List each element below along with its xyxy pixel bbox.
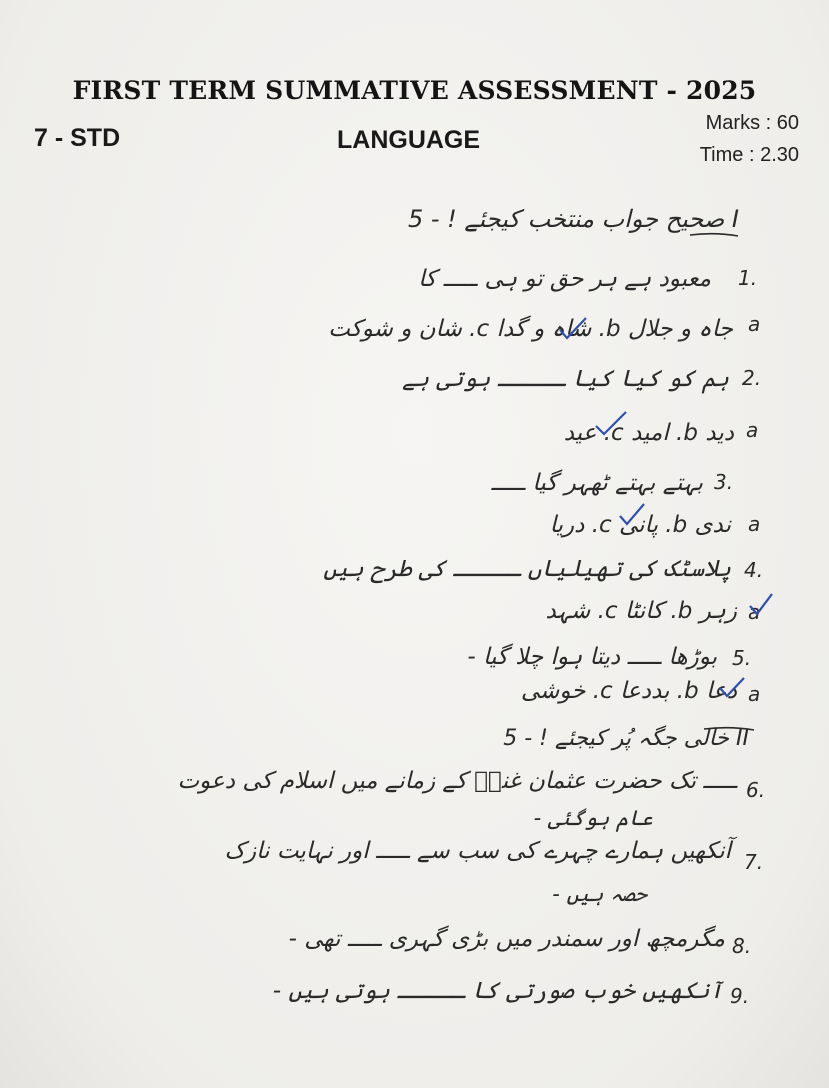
q1-option-a-label: a [748,312,761,336]
q8-line1: مگرمچھ اور سمندر میں بڑی گہری ـــــ تھی - [288,926,725,952]
q1-options: جاہ و جلال b. شاہ و گدا c. شان و شوکت [328,316,733,342]
exam-title: FIRST TERM SUMMATIVE ASSESSMENT - 2025 [72,76,757,105]
q3-option-a-label: a [748,512,761,536]
q7-line1: آنکھیں ہمارے چہرے کی سب سے ـــــ اور نہایت نازک [224,838,731,864]
marks-label: Marks : 60 [705,112,799,134]
q4-number: 4. [744,558,764,582]
q8-number: 8. [732,934,752,958]
section1-heading: I صحیح جواب منتخب کیجئے ! - 5 [407,205,739,233]
q3-number: 3. [714,470,734,494]
q9-line1: آنکھیں خوب صورتی کا ـــــ ہوتی ہیں - [272,978,723,1004]
q7-number: 7. [744,850,764,874]
check-mark-icon [594,410,628,436]
check-mark-icon [558,316,588,340]
q1-number: 1. [738,266,758,290]
time-label: Time : 2.30 [699,144,799,166]
q3-options: ندی b. پانی c. دریا [549,512,731,538]
check-mark-icon [618,502,646,526]
heading-underline [690,232,740,238]
q4-question: پلاسٹک کی تھیلیاں ـــــ کی طرح ہیں [323,556,731,582]
q9-number: 9. [730,984,750,1008]
check-mark-icon [718,676,746,698]
q4-option-a-label: a [748,600,761,624]
q5-number: 5. [732,646,752,670]
q6-number: 6. [746,778,766,802]
class-label: 7 - STD [34,124,121,152]
q6-line1: ـــــ تک حضرت عثمان غنیؓ کے زمانے میں اسلام کی دعوت [177,768,737,794]
q2-question: ہم کو کیا کیا ـــــ ہوتی ہے [402,366,729,392]
q5-options: دعا b. بددعا c. خوشی [520,678,737,704]
q2-option-a-label: a [746,418,759,442]
q2-number: 2. [742,366,762,390]
q4-options: زہر b. کانٹا c. شہد [545,598,737,624]
section2-heading: II خالی جگہ پُر کیجئے ! - 5 [503,726,749,751]
q6-line2: عام ہوگئی - [533,806,653,830]
check-mark-icon [748,592,774,616]
q5-option-a-label: a [748,682,761,706]
subject-label: LANGUAGE [337,126,481,154]
heading-overline [704,726,756,732]
q2-options: دید b. امید c. عید [563,420,734,446]
q3-question: بہتے بہتے ٹھہر گیا ـــــ [491,470,703,496]
q1-question: معبود ہے ہر حق تو ہی ـــــ کا [418,266,711,292]
q5-question: بوڑھا ـــــ دیتا ہوا چلا گیا - [467,644,717,670]
q7-line2: حصہ ہیں - [552,882,647,906]
